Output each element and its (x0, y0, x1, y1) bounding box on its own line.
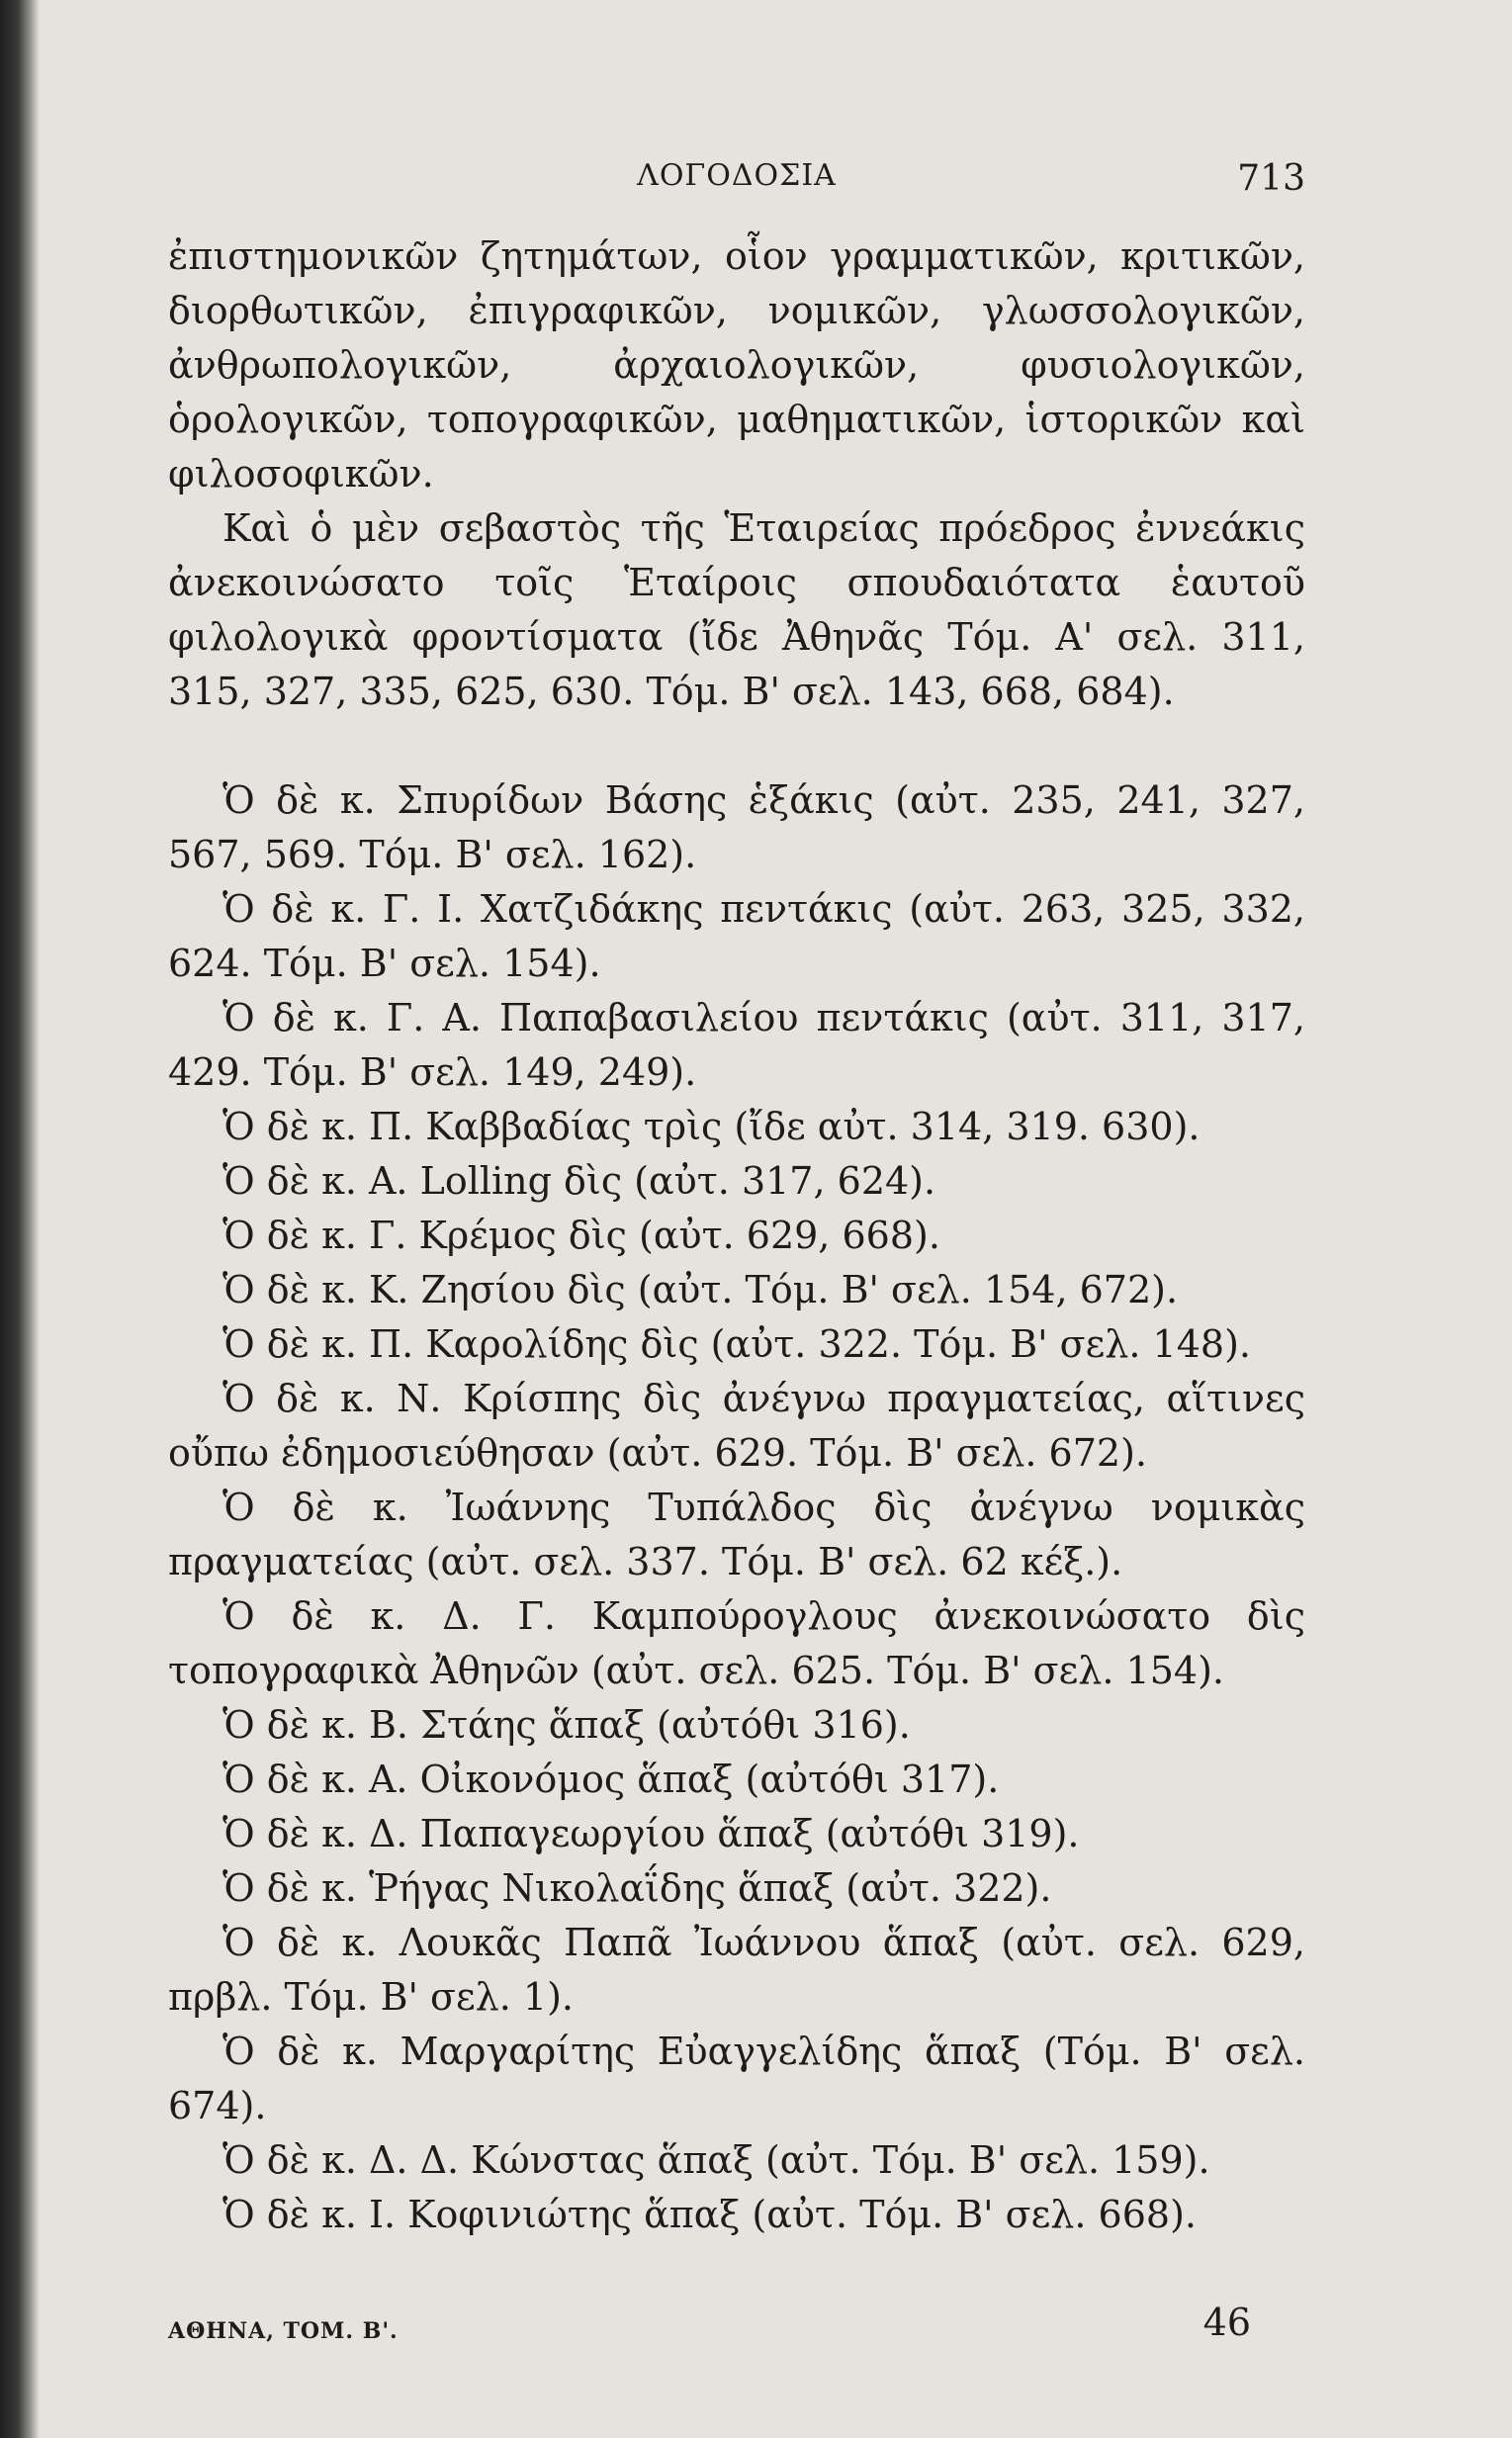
binding-shadow (0, 0, 40, 2438)
paragraph-entry: Ὁ δὲ κ. Γ. Ι. Χατζιδάκης πεντάκις (αὐτ. 263, 325, 332, 624. Τόμ. Β' σελ. 154). (168, 887, 1305, 985)
paragraph-entry: Ὁ δὲ κ. Ι. Κοφινιώτης ἅπαξ (αὐτ. Τόμ. Β' σελ. 668). (222, 2193, 1197, 2236)
running-header (168, 148, 1305, 208)
paragraph-entry: Ὁ δὲ κ. Λουκᾶς Παπᾶ Ἰωάννου ἅπαξ (αὐτ. σελ. 629, πρβλ. Τόμ. Β' σελ. 1). (168, 1921, 1305, 2019)
paragraph-president: Καὶ ὁ μὲν σεβαστὸς τῆς Ἑταιρείας πρόεδρος ἐννεάκις ἀνεκοινώσατο τοῖς Ἑταίροις σπουδαιότατα ἑαυτοῦ φιλολογικὰ φροντίσματα (ἴδε Ἀθηνᾶς Τόμ. Α' σελ. 311, 315, 327, 335, 625, 630. Τόμ. Β' σελ. 143, 668, 684). (168, 506, 1305, 713)
paragraph-entry: Ὁ δὲ κ. Γ. Κρέμος δὶς (αὐτ. 629, 668). (222, 1214, 940, 1257)
paragraph-entry: Ὁ δὲ κ. Σπυρίδων Βάσης ἑξάκις (αὐτ. 235, 241, 327, 567, 569. Τόμ. Β' σελ. 162). (168, 778, 1305, 876)
paragraph-entry: Ὁ δὲ κ. Γ. Α. Παπαβασιλείου πεντάκις (αὐτ. 311, 317, 429. Τόμ. Β' σελ. 149, 249). (168, 996, 1305, 1094)
paragraph-entry: Ὁ δὲ κ. Α. Οἰκονόμος ἅπαξ (αὐτόθι 317). (222, 1758, 1000, 1801)
header-title: ΛΟΓΟΔΟΣΙΑ (637, 158, 837, 193)
page-footer (168, 2295, 1305, 2344)
signature-mark: ΑΘΗΝΑ, ΤΟΜ. Β'. (168, 2318, 399, 2344)
paragraph-entry: Ὁ δὲ κ. Δ. Παπαγεωργίου ἅπαξ (αὐτόθι 319). (222, 1812, 1080, 1855)
paragraph-intro: ἐπιστημονικῶν ζητημάτων, οἷον γραμματικῶν, κριτικῶν, διορθωτικῶν, ἐπιγραφικῶν, νομικῶν, γλωσσολογικῶν, ἀνθρωπολογικῶν, ἀρχαιολογικῶν, φυσιολογικῶν, ὁρολογικῶν, τοπογραφικῶν, μαθηματικῶν, ἱστορικῶν καὶ φιλοσοφικῶν. (168, 234, 1305, 496)
paragraph-entry: Ὁ δὲ κ. Μαργαρίτης Εὐαγγελίδης ἅπαξ (Τόμ. Β' σελ. 674). (168, 2030, 1305, 2127)
paragraph-entry: Ὁ δὲ κ. Ν. Κρίσπης δὶς ἀνέγνω πραγματείας, αἵτινες οὔπω ἐδημοσιεύθησαν (αὐτ. 629. Τόμ. Β' σελ. 672). (168, 1377, 1305, 1475)
paragraph-entry: Ὁ δὲ κ. Ἰωάννης Τυπάλδος δὶς ἀνέγνω νομικὰς πραγματείας (αὐτ. σελ. 337. Τόμ. Β' σελ. 62 κέξ.). (168, 1486, 1305, 1583)
paragraph-entry: Ὁ δὲ κ. Α. Lolling δὶς (αὐτ. 317, 624). (222, 1159, 936, 1203)
paragraph-entry: Ὁ δὲ κ. Π. Καββαδίας τρὶς (ἴδε αὐτ. 314, 319. 630). (222, 1105, 1201, 1148)
book-page (168, 148, 1305, 2384)
body-text (168, 229, 1305, 2242)
paragraph-entry: Ὁ δὲ κ. Δ. Γ. Καμπούρογλους ἀνεκοινώσατο δὶς τοπογραφικὰ Ἀθηνῶν (αὐτ. σελ. 625. Τόμ. Β' σελ. 154). (168, 1594, 1305, 1692)
sheet-number: 46 (1202, 2301, 1251, 2344)
paragraph-entry: Ὁ δὲ κ. Κ. Ζησίου δὶς (αὐτ. Τόμ. Β' σελ. 154, 672). (222, 1268, 1179, 1311)
paragraph-entry: Ὁ δὲ κ. Ῥήγας Νικολαΐδης ἅπαξ (αὐτ. 322). (222, 1866, 1052, 1910)
paragraph-entry: Ὁ δὲ κ. Π. Καρολίδης δὶς (αὐτ. 322. Τόμ. Β' σελ. 148). (222, 1322, 1251, 1366)
paragraph-entry: Ὁ δὲ κ. Δ. Δ. Κώνστας ἅπαξ (αὐτ. Τόμ. Β' σελ. 159). (222, 2138, 1210, 2182)
page-number: 713 (1237, 158, 1305, 199)
paragraph-entry: Ὁ δὲ κ. Β. Στάης ἅπαξ (αὐτόθι 316). (222, 1703, 911, 1747)
